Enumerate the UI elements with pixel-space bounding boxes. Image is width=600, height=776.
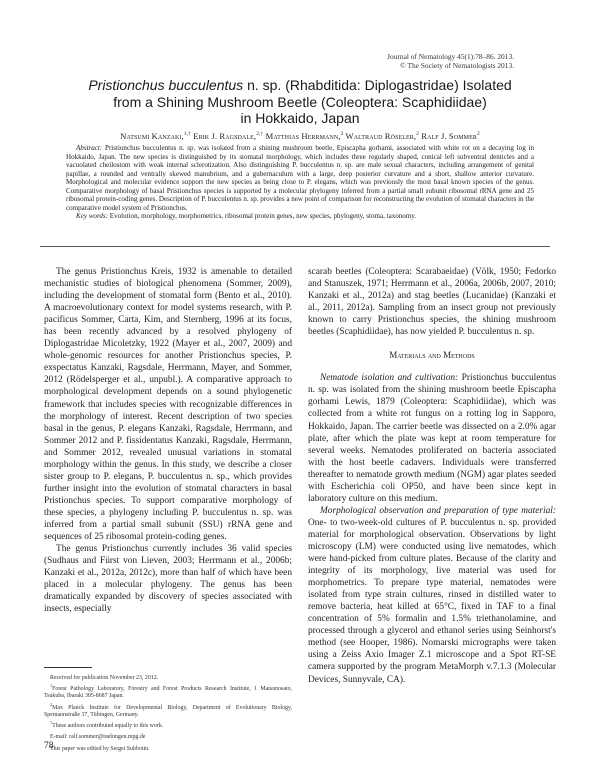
title-line-3: in Hokkaido, Japan: [240, 110, 360, 126]
subsection-morphology: Morphological observation and preparation of type material: One- to two-week-old cultures of P. bucculentus n. sp. provided material for morphological observation. Observations by light microscopy (LM) were conducted using live nematodes, which were hand-picked from culture plates. Because of the clarity and integrity of its morphology, live material was used for morphometrics. To prepare type material, nematodes were isolated from type strain cultures, rinsed in distilled water to remove bacteria, heat killed at 65°C, fixed in TAF to a final concentration of 5% formalin and 1.5% triethanolamine, and processed through a glycerol and ethanol series using Seinhorst's method (see Hooper, 1986). Nomarski micrographs were taken using a Zeiss Axio Imager Z.1 microscope and a Spot RT-SE camera supported by the program MetaMorph v.7.1.3 (Molecular Devices, Sunnyvale, CA).: [308, 505, 556, 685]
intro-continuation: scarab beetles (Coleoptera: Scarabaeidae) (Völk, 1950; Fedorko and Stanuszek, 1971; Herrmann et al., 2006a, 2006b, 2007, 2010; Kanzaki et al., 2012a) and stag beetles (Lucanidae) (Kanzaki et al., 2011, 2012a). Sampling from an insect group not previously known to carry Pristionchus species, the shining mushroom beetles (Scaphidiidae), has now yielded P. bucculentus n. sp.: [308, 267, 556, 338]
author: Ralf J. Sommer$^2$: [421, 131, 480, 141]
footnote: Received for publication November 23, 2012.: [50, 674, 159, 681]
author: Waltraud Röseler,$^2$: [345, 131, 420, 141]
footnotes: [44, 671, 292, 753]
subsection-heading: Nematode isolation and cultivation:: [320, 373, 459, 384]
copyright-line: © The Society of Nematologists 2013.: [400, 60, 514, 70]
header-divider: [40, 246, 550, 247]
keywords-text: Evolution, morphology, morphometrics, ribosomal protein genes, new species, phylogeny, stoma, taxonomy.: [108, 212, 417, 221]
journal-line: Journal of Nematology 45(1):78–86. 2013.: [387, 52, 514, 61]
page-number: 78: [44, 741, 54, 751]
title-line-2: from a Shining Mushroom Beetle (Coleoptera: Scaphidiidae): [113, 93, 487, 110]
footnote: $^1$Forest Pathology Laboratory, Forestry and Forest Products Research Institute, 1 Matsunosato, Tsukuba, Ibaraki 305-8687 Japan.: [44, 683, 292, 700]
subsection-heading: Morphological observation and preparation of type material:: [320, 505, 556, 516]
footnote: This paper was edited by Sergei Subbotin.: [50, 745, 150, 752]
author: Erik J. Ragsdale,$^{2,\dagger}$: [193, 131, 264, 141]
left-column: [44, 266, 292, 615]
footnote: †These authors contributed equally to this work.: [50, 720, 164, 730]
title-line-1: n. sp. (Rhabditida: Diplogastridae) Isolated: [243, 77, 512, 93]
subsection-isolation: Nematode isolation and cultivation: Pristionchus bucculentus n. sp. was isolated from the shining mushroom beetle Episcapha gorhami Lewis, 1879 (Coleoptera: Scaphidiidae), which was collected from a white rot fungus on a rotting log in Sapporo, Hokkaido, Japan. The carrier beetle was dissected on a 2.0% agar plate, after which the plate was kept at room temperature for several weeks. Nematodes proliferated on bacteria associated with the host beetle cadavers. Individuals were transferred thereafter to nematode growth medium (NGM) agar plates seeded with Escherichia coli OP50, and have been since kept in laboratory culture on this medium.: [308, 373, 556, 504]
intro-paragraph-2: The genus Pristionchus currently includes 36 valid species (Sudhaus and Fürst von Lieven, 2003; Herrmann et al., 2006b; Kanzaki et al., 2012a, 2012c), more than half of which have been placed in a molecular phylogeny. The genus has been dramatically expanded by discovery of species associated with insects, especially: [44, 544, 292, 615]
title-species-name: Pristionchus bucculentus: [88, 77, 244, 93]
section-heading-materials-methods: Materials and Methods: [389, 350, 475, 361]
abstract-label: Abstract:: [76, 144, 103, 152]
article-title: [40, 77, 560, 127]
abstract-body: [66, 144, 534, 212]
footnote: $^2$Max Planck Institute for Developmental Biology, Department of Evolutionary Biology, Spemannstraße 37, Tübingen, Germany.: [44, 701, 292, 718]
intro-paragraph-1: The genus Pristionchus Kreis, 1932 is amenable to detailed mechanistic studies of biological phenomena (Sommer, 2009), including the development of stomatal form (Bento et al., 2010). A macroevolutionary context for model systems research, with P. pacificus Sommer, Carta, Kim, and Sternberg, 1996 at its focus, has been recently advanced by a resolved phylogeny of Diplogastridae Micoletzky, 1922 (Mayer et al., 2007, 2009) and whole-genomic resources for another Pristionchus species, P. exspectatus Kanzaki, Ragsdale, Herrmann, Mayer, and Sommer, 2012 (Rödelsperger et al., unpubl.). A comparative approach to morphological development depends on a sound phylogenetic framework that includes species with recognizable differences in the morphology of interest. Recent description of two species basal in the genus, P. elegans Kanzaki, Ragsdale, Herrmann, and Sommer 2012 and P. fissidentatus Kanzaki, Ragsdale, Herrmann, and Sommer 2012, revealed unusual variations in stomatal morphology within the genus. In this study, we describe a closer sister group to P. elegans, P. bucculentus n. sp., which provides further insight into the evolution of stomatal characters in basal Pristionchus species. To support comparative morphology of these species, a phylogeny including P. bucculentus n. sp. was inferred from a partial small subunit (SSU) rRNA gene and sequences of 25 ribosomal protein-coding genes.: [44, 267, 292, 543]
right-column: [308, 266, 556, 686]
keywords-label: Key words:: [76, 212, 109, 221]
author: Natsumi Kanzaki,$^{1,\dagger}$: [120, 131, 191, 141]
footnote-divider: [44, 667, 92, 668]
keywords: [66, 212, 534, 221]
footnote-email: E-mail: ralf.sommer@tuebingen.mpg.de: [50, 734, 146, 741]
abstract: [66, 144, 534, 221]
journal-citation: [387, 53, 514, 70]
author: Matthias Herrmann,$^2$: [265, 131, 344, 141]
author-list: [40, 131, 560, 141]
abstract-text: Pristionchus bucculentus n. sp. was isolated from a shining mushroom beetle, Episcapha gorhami, associated with white rot on a decaying log in Hokkaido, Japan. The new species is distinguished by its stomatal morphology, which includes three regularly shaped, conical left subventral denticles and a vacuolated cheilostom with weak internal sclerotization. Also distinguishing P. bucculentus n. sp. are male sexual characters, including arrangement of genital papillae, a rounded and ventrally skewed manubrium, and a gubernaculum with a large, deep posterior curvature and a short, shallow anterior curvature. Morphological and molecular evidence support the new species as being close to P. elegans, which was previously the most basal known species of the genus. Comparative morphology of basal Pristionchus species is supported by a molecular phylogeny inferred from a partial small subunit ribosomal rRNA gene and 25 ribosomal protein-coding genes. Description of P. bucculentus n. sp. provides a new point of comparison for reconstructing the evolution of stomatal characters in the comparative model system of Pristionchus.: [66, 144, 534, 212]
